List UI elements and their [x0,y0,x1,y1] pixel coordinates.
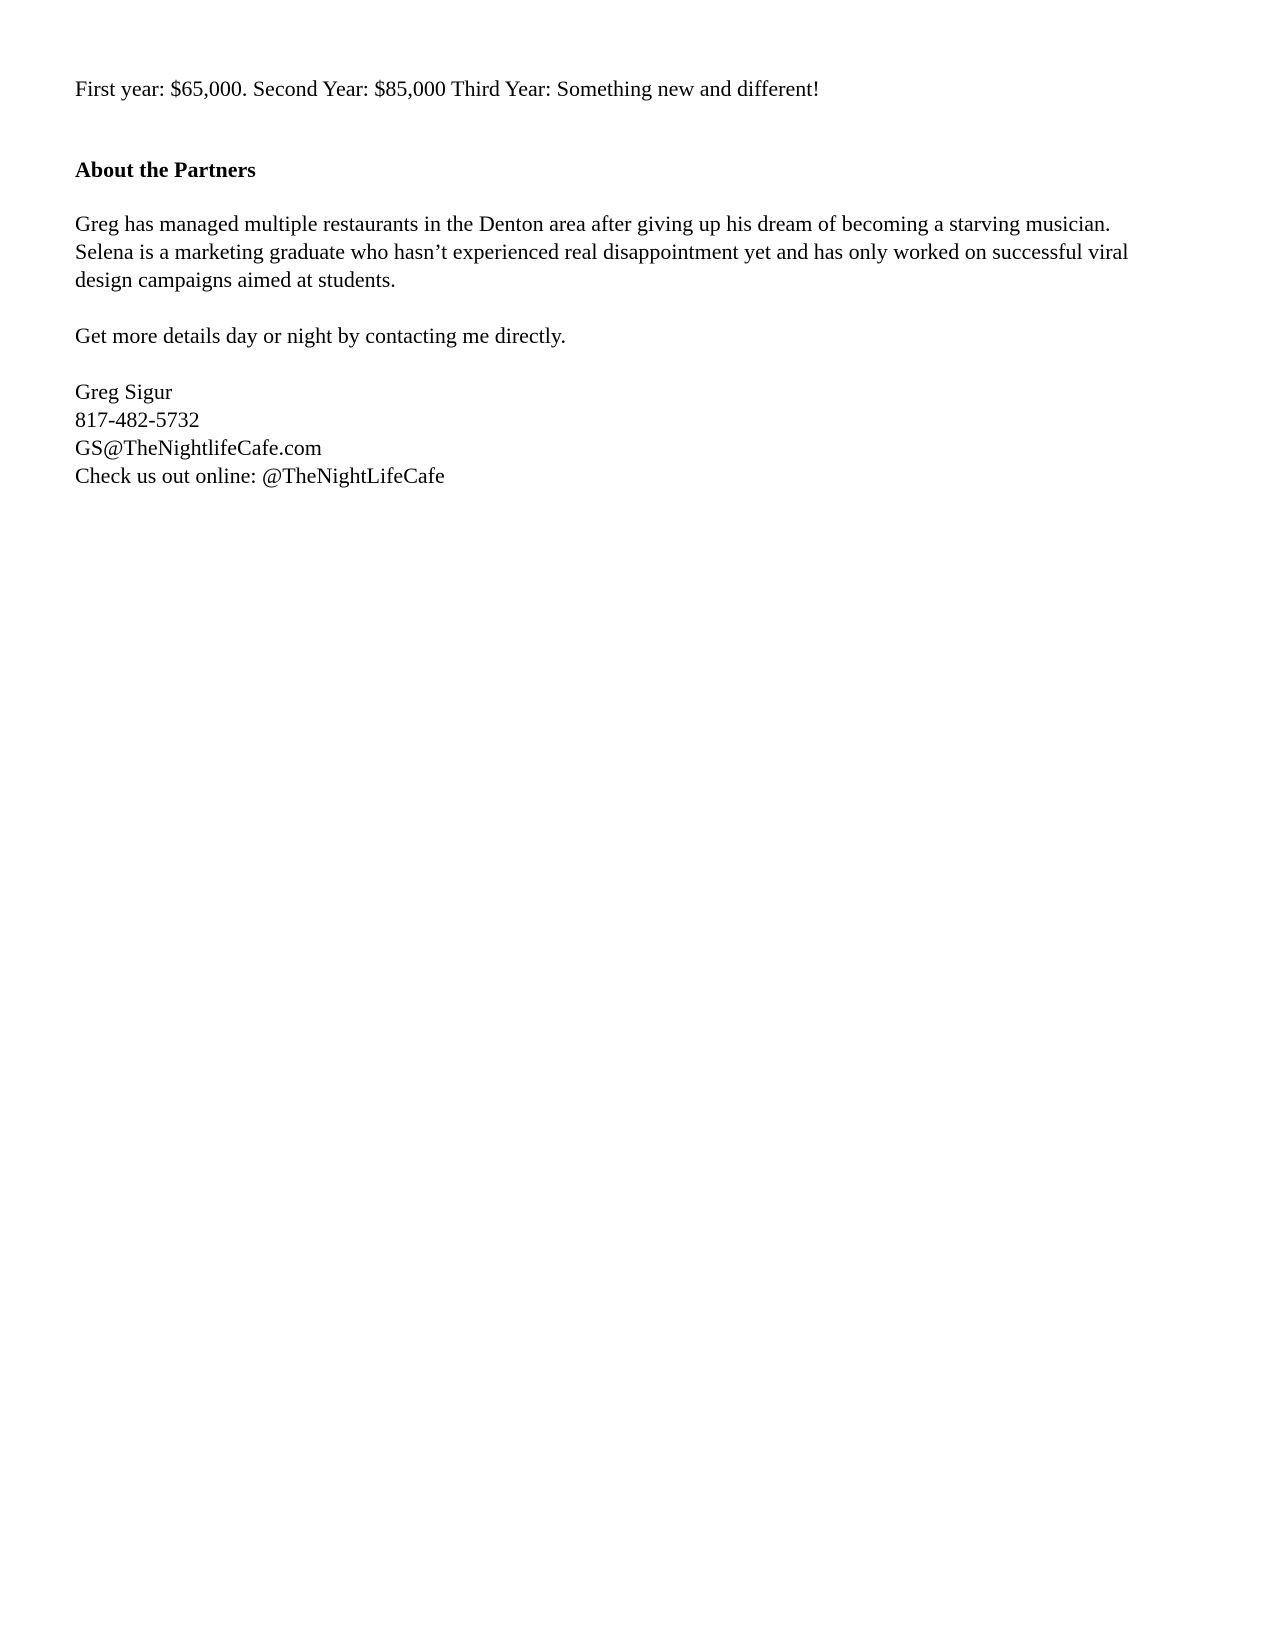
financials-line: First year: $65,000. Second Year: $85,000 Third Year: Something new and different! [75,76,820,101]
signature-email: GS@TheNightlifeCafe.com [75,435,322,460]
signature-phone: 817-482-5732 [75,407,200,432]
partners-paragraph-line-1: Greg has managed multiple restaurants in the Denton area after giving up his dream of becoming a starving musician. [75,211,1111,236]
partners-paragraph-line-3: design campaigns aimed at students. [75,267,396,292]
section-heading-partners: About the Partners [75,157,256,182]
partners-paragraph-line-2: Selena is a marketing graduate who hasn’t experienced real disappointment yet and has only worked on successful viral [75,239,1129,264]
signature-name: Greg Sigur [75,379,173,404]
signature-online: Check us out online: @TheNightLifeCafe [75,463,445,488]
contact-prompt: Get more details day or night by contacting me directly. [75,323,566,348]
